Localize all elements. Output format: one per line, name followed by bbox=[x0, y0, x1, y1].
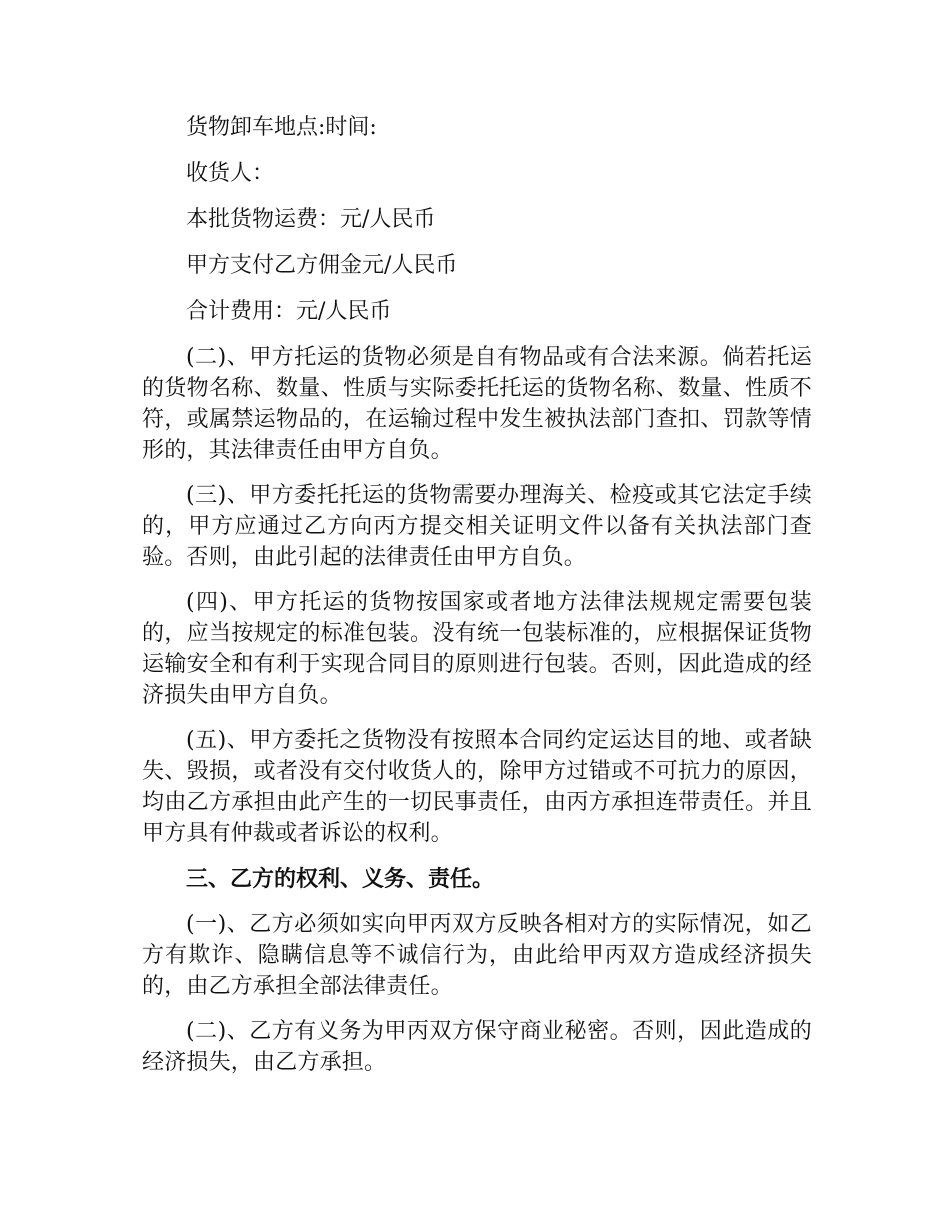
total-fee-line: 合计费用：元/人民币 bbox=[186, 299, 392, 324]
commission-line: 甲方支付乙方佣金元/人民币 bbox=[186, 253, 458, 278]
clause-3-customs-procedures: (三)、甲方委托托运的货物需要办理海关、检疫或其它法定手续的，甲方应通过乙方向丙方提交相关证明文件以备有关执法部门查验。否则，由此引起的法律责任由甲方自负。 bbox=[142, 483, 812, 570]
consignee-line: 收货人： bbox=[186, 161, 275, 186]
document-body bbox=[142, 112, 812, 1092]
unloading-location-line: 货物卸车地点:时间: bbox=[186, 115, 377, 140]
section-heading-party-b: 三、乙方的权利、义务、责任。 bbox=[186, 866, 495, 892]
clause-4-packaging: (四)、甲方托运的货物按国家或者地方法律法规规定需要包装的，应当按规定的标准包装。没有统一包装标准的，应根据保证货物运输安全和有利于实现合同目的原则进行包装。否则，因此造成的经济损失由甲方自负。 bbox=[142, 590, 812, 708]
clause-2-legal-source: (二)、甲方托运的货物必须是自有物品或有合法来源。倘若托运的货物名称、数量、性质与实际委托托运的货物名称、数量、性质不符，或属禁运物品的，在运输过程中发生被执法部门查扣、罚款等情形的，其法律责任由甲方自负。 bbox=[142, 345, 812, 463]
party-b-clause-2-confidentiality: (二)、乙方有义务为甲丙双方保守商业秘密。否则，因此造成的经济损失，由乙方承担。 bbox=[142, 1019, 812, 1075]
clause-5-delivery-liability: (五)、甲方委托之货物没有按照本合同约定运达目的地、或者缺失、毁损，或者没有交付收货人的，除甲方过错或不可抗力的原因，均由乙方承担由此产生的一切民事责任，由丙方承担连带责任。并且甲方具有仲裁或者诉讼的权利。 bbox=[142, 728, 812, 846]
freight-fee-line: 本批货物运费：元/人民币 bbox=[186, 207, 436, 232]
party-b-clause-1-honesty: (一)、乙方必须如实向甲丙双方反映各相对方的实际情况，如乙方有欺诈、隐瞒信息等不诚信行为，由此给甲丙双方造成经济损失的，由乙方承担全部法律责任。 bbox=[142, 912, 812, 999]
